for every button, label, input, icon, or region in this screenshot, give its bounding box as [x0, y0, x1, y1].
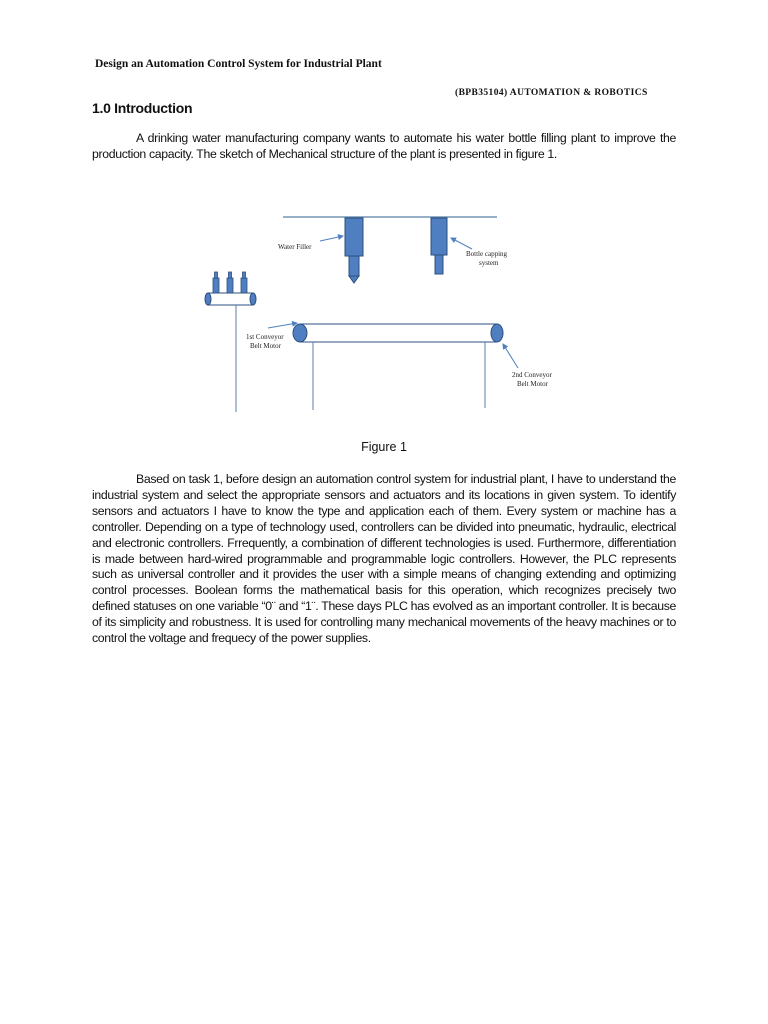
section-heading: 1.0 Introduction [92, 100, 193, 116]
bottle-capping-unit [431, 218, 447, 274]
conveyor2-arrow [503, 344, 518, 368]
figure-caption: Figure 1 [361, 440, 407, 454]
first-conveyor [205, 293, 256, 412]
document-title: Design an Automation Control System for Industrial Plant [95, 58, 382, 70]
conveyor1-arrow [268, 323, 297, 328]
intro-paragraph: A drinking water manufacturing company wants to automate his water bottle filling plant to improve the production capacity. The sketch of Mechanical structure of the plant is presented in figure 1. [92, 131, 676, 161]
capping-label-line1: Bottle capping [466, 250, 508, 258]
second-conveyor [293, 324, 503, 410]
water-filler-unit [345, 218, 363, 283]
conveyor2-label-line2: Belt Motor [517, 380, 548, 388]
plant-sketch-figure [200, 205, 570, 415]
capping-label-line2: system [479, 259, 499, 267]
water-filler-label: Water Filler [278, 243, 312, 251]
conveyor1-label-line2: Belt Motor [250, 342, 281, 350]
bottles [213, 272, 247, 293]
body-paragraph: Based on task 1, before design an automation control system for industrial plant, I have to understand the industrial system and select the appropriate sensors and actuators and its locations in given system. To identify sensors and actuators I have to know the type and application each of them. Every system or machine has a controller. Depending on a type of technology used, controllers can be divided into pneumatic, hydraulic, electrical and electronic controllers. Frrequently, a combination of different technologies is used. Furthermore, differentiation is made between hard-wired programmable and programmable logic controllers. However, the PLC represents such as universal controller and it provides the user with a simple means of changing extending and optimizing control processes. Boolean forms the mathematical basis for this operation, which recognizes precisely two defined statuses on one variable “0¨ and “1¨. These days PLC has evolved as an important controller. It is because of its simplicity and robustness. It is used for controlling many mechanical movements of the heavy machines or to control the voltage and frequecy of the power supplies. [92, 472, 676, 646]
course-code: (BPB35104) AUTOMATION & ROBOTICS [455, 88, 648, 98]
conveyor2-label-line1: 2nd Conveyor [512, 371, 552, 379]
conveyor1-label-line1: 1st Conveyor [246, 333, 284, 341]
water-filler-arrow [320, 236, 343, 241]
capping-arrow [451, 238, 472, 249]
